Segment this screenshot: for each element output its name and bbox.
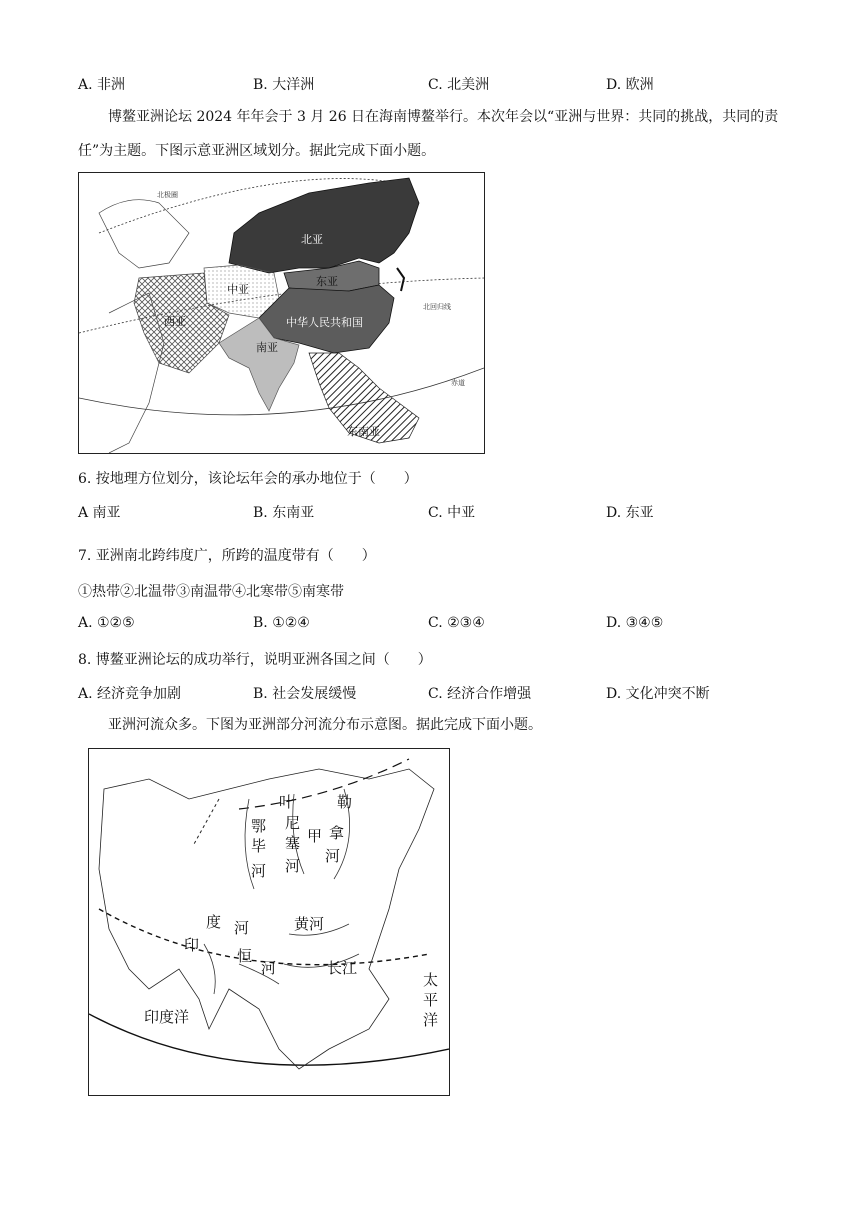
label-yenisei-3: 塞 [285, 834, 301, 852]
asia-rivers-map [88, 748, 450, 1096]
label-pacific-3: 洋 [423, 1011, 439, 1029]
label-yenisei-1: 叶 [279, 793, 295, 811]
q6-stem: 6. 按地理方位划分，该论坛年会的承办地位于（ ） [78, 471, 418, 487]
q5-options [78, 74, 798, 94]
label-indus-1: 印 [184, 936, 200, 954]
equator-line [89, 1014, 449, 1065]
q7-option-c[interactable]: C. ②③④ [428, 615, 485, 631]
q7-option-d[interactable]: D. ③④⑤ [606, 615, 664, 631]
japan-outline [397, 268, 404, 291]
label-yenisei-2: 尼 [285, 814, 301, 832]
label-indian-ocean: 印度洋 [144, 1008, 190, 1026]
q8-options [78, 683, 798, 703]
q6-option-b[interactable]: B. 东南亚 [253, 505, 315, 521]
asia-regions-map-svg [79, 173, 484, 453]
q5-option-c[interactable]: C. 北美洲 [428, 77, 490, 93]
label-ob-1: 鄂 [251, 817, 267, 835]
q6-option-a[interactable]: A 南亚 [78, 505, 121, 521]
q8-stem: 8. 博鳌亚洲论坛的成功举行，说明亚洲各国之间（ ） [78, 652, 432, 668]
label-yenisei-4: 河 [285, 857, 301, 875]
q8-option-d[interactable]: D. 文化冲突不断 [606, 686, 710, 702]
label-ganges-1: 恒 [237, 947, 253, 965]
label-lena-1: 勒 [337, 793, 353, 811]
migration-arrows [194, 799, 219, 844]
label-lena-2: 拿 [329, 824, 345, 842]
label-equator: 赤道 [451, 379, 465, 387]
q6-options [78, 502, 798, 522]
label-ob-2: 毕 [251, 837, 267, 855]
q7-option-b[interactable]: B. ①②④ [253, 615, 310, 631]
label-tropic-of-cancer: 北回归线 [423, 303, 451, 311]
label-indus-3: 河 [234, 919, 250, 937]
label-east-asia: 东亚 [316, 275, 338, 288]
indus-river [204, 944, 215, 994]
label-lena-3: 河 [325, 847, 341, 865]
label-south-asia: 南亚 [256, 341, 278, 354]
asia-regions-map [78, 172, 485, 454]
label-yellow-river: 黄河 [294, 915, 325, 933]
q5-option-a[interactable]: A. 非洲 [78, 77, 126, 93]
q7-stem: 7. 亚洲南北跨纬度广，所跨的温度带有（ ） [78, 548, 376, 564]
q7-options [78, 615, 798, 635]
q8-option-c[interactable]: C. 经济合作增强 [428, 686, 532, 702]
label-arctic-circle: 北极圈 [157, 191, 178, 199]
label-ob-3: 河 [251, 862, 267, 880]
label-ganges-2: 河 [261, 959, 277, 977]
q7-items: ①热带②北温带③南温带④北寒带⑤南寒带 [78, 584, 344, 600]
label-indus-2: 度 [206, 913, 222, 931]
q8-option-a[interactable]: A. 经济竞争加剧 [78, 686, 182, 702]
label-pacific-1: 太 [423, 971, 439, 989]
q8-option-b[interactable]: B. 社会发展缓慢 [253, 686, 357, 702]
q5-option-b[interactable]: B. 大洋洲 [253, 77, 315, 93]
label-china: 中华人民共和国 [286, 316, 363, 329]
north-asia-region [229, 178, 419, 273]
label-yangtze: 长江 [327, 959, 358, 977]
label-north-asia: 北亚 [301, 233, 323, 246]
q6-option-d[interactable]: D. 东亚 [606, 505, 654, 521]
arctic-circle-line [239, 759, 409, 809]
label-west-asia: 西亚 [164, 315, 186, 328]
label-pacific-2: 平 [423, 991, 439, 1009]
asia-rivers-map-svg [89, 749, 449, 1095]
europe-outline [99, 200, 189, 268]
intro-paragraph-2: 亚洲河流众多。下图为亚洲部分河流分布示意图。据此完成下面小题。 [108, 717, 542, 733]
q5-option-d[interactable]: D. 欧洲 [606, 77, 654, 93]
q6-option-c[interactable]: C. 中亚 [428, 505, 476, 521]
label-southeast-asia: 东南亚 [347, 425, 380, 438]
label-jia: 甲 [307, 827, 323, 845]
label-central-asia: 中亚 [227, 283, 249, 296]
q7-option-a[interactable]: A. ①②⑤ [78, 615, 135, 631]
intro-paragraph-1: 博鳌亚洲论坛 2024 年年会于 3 月 26 日在海南博鳌举行。本次年会以“亚洲与世界：共同的挑战，共同的责任”为主题。下图示意亚洲区域划分。据此完成下面小题。 [78, 109, 779, 159]
